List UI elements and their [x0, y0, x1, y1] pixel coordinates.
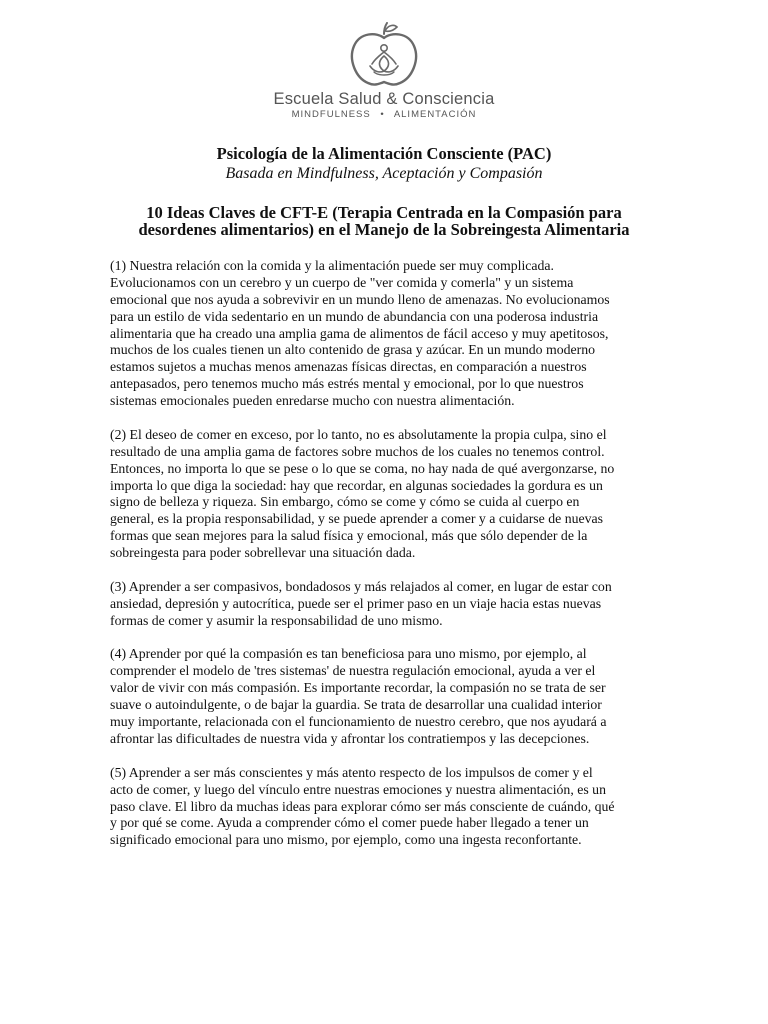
text-line: y por qué se come. Ayuda a comprender cómo el comer puede haber llegado a tener un	[110, 815, 589, 831]
apple-lotus-icon	[344, 22, 424, 88]
document-title: Psicología de la Alimentación Consciente (PAC)	[216, 144, 552, 163]
text-line: comprender el modelo de 'tres sistemas' de nuestra regulación emocional, ayuda a ver el	[110, 663, 596, 679]
text-line: sistemas emocionales pueden enredarse mucho con nuestra alimentación.	[110, 393, 515, 409]
paragraph-1	[110, 258, 678, 410]
text-line: paso clave. El libro da muchas ideas para explorar cómo ser más consciente de cuándo, qué	[110, 798, 615, 814]
text-line: para un estilo de vida sedentario en un mundo de abundancia con una poderosa industria	[110, 308, 599, 324]
text-line: estamos sujetos a muchas menos amenazas físicas directas, en comparación a nuestros	[110, 359, 587, 375]
text-line: importa lo que diga la sociedad: hay que recordar, en algunas sociedades la gordura es un	[110, 477, 603, 493]
tagline-alimentacion: ALIMENTACIÓN	[393, 109, 477, 120]
paragraph-4	[110, 646, 678, 747]
title-block	[0, 144, 768, 184]
text-line: general, es la propia responsabilidad, y se puede aprender a comer y a cuidarse de nuevas	[110, 511, 604, 527]
text-line: antepasados, pero tenemos mucho más estrés mental y emocional, por lo que nuestros	[110, 376, 584, 392]
text-line: (3) Aprender a ser compasivos, bondadosos y más relajados al comer, en lugar de estar con	[110, 578, 612, 594]
text-line: formas de comer y asumir la responsabilidad de uno mismo.	[110, 612, 443, 628]
text-line: muy importante, relacionada con el funcionamiento de nuestro cerebro, que nos ayudará a	[110, 714, 607, 730]
tagline-separator: •	[380, 109, 385, 120]
paragraph-3	[110, 579, 678, 630]
text-line: acto de comer, y luego del vínculo entre nuestras emociones y nuestra alimentación, es un	[110, 781, 606, 797]
text-line: emocional que nos ayuda a sobrevivir en un mundo lleno de amenazas. No evolucionamos	[110, 291, 610, 307]
tagline-mindfulness: MINDFULNESS	[291, 109, 371, 120]
text-line: sobreingesta para poder sobrellevar una situación dada.	[110, 545, 416, 561]
brand-name: Escuela Salud & Consciencia	[273, 90, 495, 108]
text-line: ansiedad, depresión y autocrítica, puede ser el primer paso en un viaje hacia estas nuevas	[110, 595, 602, 611]
text-line: (4) Aprender por qué la compasión es tan beneficiosa para uno mismo, por ejemplo, al	[110, 646, 587, 662]
heading-line: 10 Ideas Claves de CFT-E (Terapia Centrada en la Compasión para	[146, 203, 622, 222]
text-line: formas que sean mejores para la salud física y emocional, más que sólo depender de la	[110, 528, 588, 544]
text-line: Entonces, no importa lo que se pese o lo que se coma, no hay nada de qué avergonzarse, no	[110, 460, 615, 476]
text-line: signo de belleza y riqueza. Sin embargo, cómo se come y cómo se cuida al cuerpo en	[110, 494, 580, 510]
text-line: muchos de los cuales tienen un alto contenido de grasa y azúcar. En un mundo moderno	[110, 342, 596, 358]
brand-header	[0, 22, 768, 121]
text-line: significado emocional para uno mismo, por ejemplo, como una ingesta reconfortante.	[110, 832, 582, 848]
text-line: valor de vivir con más compasión. Es importante recordar, la compasión no se trata de ser	[110, 680, 606, 696]
document-subtitle: Basada en Mindfulness, Aceptación y Compasión	[225, 165, 543, 182]
text-line: alimentaria que ha creado una amplia gama de alimentos de fácil acceso y muy apetitosos,	[110, 325, 609, 341]
heading-line: desordenes alimentarios) en el Manejo de la Sobreingesta Alimentaria	[138, 219, 630, 239]
paragraph-5	[110, 765, 678, 849]
brand-tagline	[0, 109, 768, 121]
text-line: (2) El deseo de comer en exceso, por lo tanto, no es absolutamente la propia culpa, sino el	[110, 426, 607, 442]
text-line: Evolucionamos con un cerebro y un cuerpo de "ver comida y comerla" y un sistema	[110, 274, 574, 290]
text-line: (1) Nuestra relación con la comida y la alimentación puede ser muy complicada.	[110, 258, 555, 273]
body-text	[110, 258, 678, 866]
paragraph-2	[110, 427, 678, 562]
text-line: (5) Aprender a ser más conscientes y más atento respecto de los impulsos de comer y el	[110, 764, 593, 780]
text-line: suave o autoindulgente, o de bajar la guardia. Se trata de desarrollar una cualidad interior	[110, 697, 602, 713]
text-line: resultado de una amplia gama de factores sobre muchos de los cuales no tenemos control.	[110, 443, 605, 459]
text-line: afrontar las dificultades de nuestra vida y afrontar los contratiempos y las decepciones.	[110, 730, 590, 746]
section-heading	[90, 202, 678, 239]
